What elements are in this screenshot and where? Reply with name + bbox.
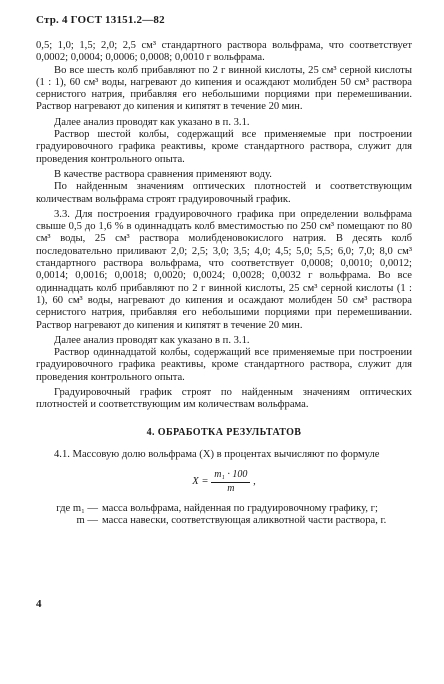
formula-tail: , bbox=[253, 476, 256, 488]
definition-text: масса навески, соответствующая аликвотной части раствора, г. bbox=[102, 515, 387, 527]
formula-fraction bbox=[211, 469, 250, 495]
formula-lhs: X = bbox=[192, 476, 209, 488]
definition-label: m — bbox=[76, 515, 98, 527]
paragraph-4-1: 4.1. Массовую долю вольфрама (X) в процентах вычисляют по формуле bbox=[54, 448, 380, 460]
paragraph: Градуировочный график строят по найденным значениям оптических плотностей и соответствующим им количествам вольфрама. bbox=[36, 387, 412, 411]
document-body bbox=[36, 40, 412, 527]
paragraph: Раствор одиннадцатой колбы, содержащий все применяемые при построении градуировочного графика реактивы, кроме стандартного раствора, служит для проведения контрольного опыта. bbox=[36, 347, 412, 383]
paragraph: Далее анализ проводят как указано в п. 3.1. bbox=[54, 334, 250, 346]
formula bbox=[36, 469, 412, 495]
page-number: 4 bbox=[36, 598, 42, 610]
paragraph: Во все шесть колб прибавляют по 2 г винной кислоты, 25 см³ серной кислоты (1 : 1), 60 см³ воды, нагревают до кипения и осаждают молибден 50 см³ раствора сернистого натрия, прибавляя его небольшими порциями при перемешивании. Раствор нагревают до кипения и кипятят в течение 20 мин. bbox=[36, 64, 412, 113]
definition-item bbox=[36, 515, 412, 527]
page-header: Стр. 4 ГОСТ 13151.2—82 bbox=[36, 14, 165, 26]
formula-numerator: m₁ · 100 bbox=[211, 469, 250, 482]
definition-label: где m₁ — bbox=[56, 502, 98, 514]
paragraph: 0,5; 1,0; 1,5; 2,0; 2,5 см³ стандартного раствора вольфрама, что соответствует 0,0002; 0,0004; 0,0006; 0,0008; 0,0010 г вольфрама. bbox=[36, 40, 412, 64]
paragraph: Далее анализ проводят как указано в п. 3.1. bbox=[54, 116, 250, 128]
paragraph-3-3: 3.3. Для построения градуировочного графика при определении вольфрама свыше 0,5 до 1,6 % в одиннадцать колб вместимостью по 250 см³ помещают по 80 см³ воды, 25 см³ раствора молибденовокислого натрия. В десять колб последовательно приливают 2,0; 2,5; 3,0; 3,5; 4,0; 4,5; 5,0; 5,5; 6,0; 7,0; 8,0 см³ стандартного раствора вольфрама, что соответствует 0,0008; 0,0010; 0,0012; 0,0014; 0,0016; 0,0018; 0,0020; 0,0024; 0,0028; 0,0032 г вольфрама. Во все одиннадцать колб прибавляют по 2 г винной кислоты, 25 см³ серной кислоты (1 : 1), 60 см³ воды, нагревают до кипения и осаждают молибден 50 см³ раствора сернистого натрия, прибавляя его небольшими порциями при перемешивании. Раствор нагревают до кипения и кипятят в течение 20 мин. bbox=[36, 208, 412, 331]
definition-item bbox=[36, 503, 412, 515]
paragraph: В качестве раствора сравнения применяют воду. bbox=[54, 168, 272, 180]
paragraph: По найденным значениям оптических плотностей и соответствующим количествам вольфрама строят градуировочный график. bbox=[36, 181, 412, 205]
paragraph: Раствор шестой колбы, содержащий все применяемые при построении градуировочного графика реактивы, кроме стандартного раствора, служит для проведения контрольного опыта. bbox=[36, 129, 412, 165]
section-title: 4. ОБРАБОТКА РЕЗУЛЬТАТОВ bbox=[146, 426, 302, 438]
variable-definitions bbox=[36, 503, 412, 528]
formula-denominator: m bbox=[227, 482, 235, 494]
definition-text: масса вольфрама, найденная по градуировочному графику, г; bbox=[102, 502, 378, 514]
